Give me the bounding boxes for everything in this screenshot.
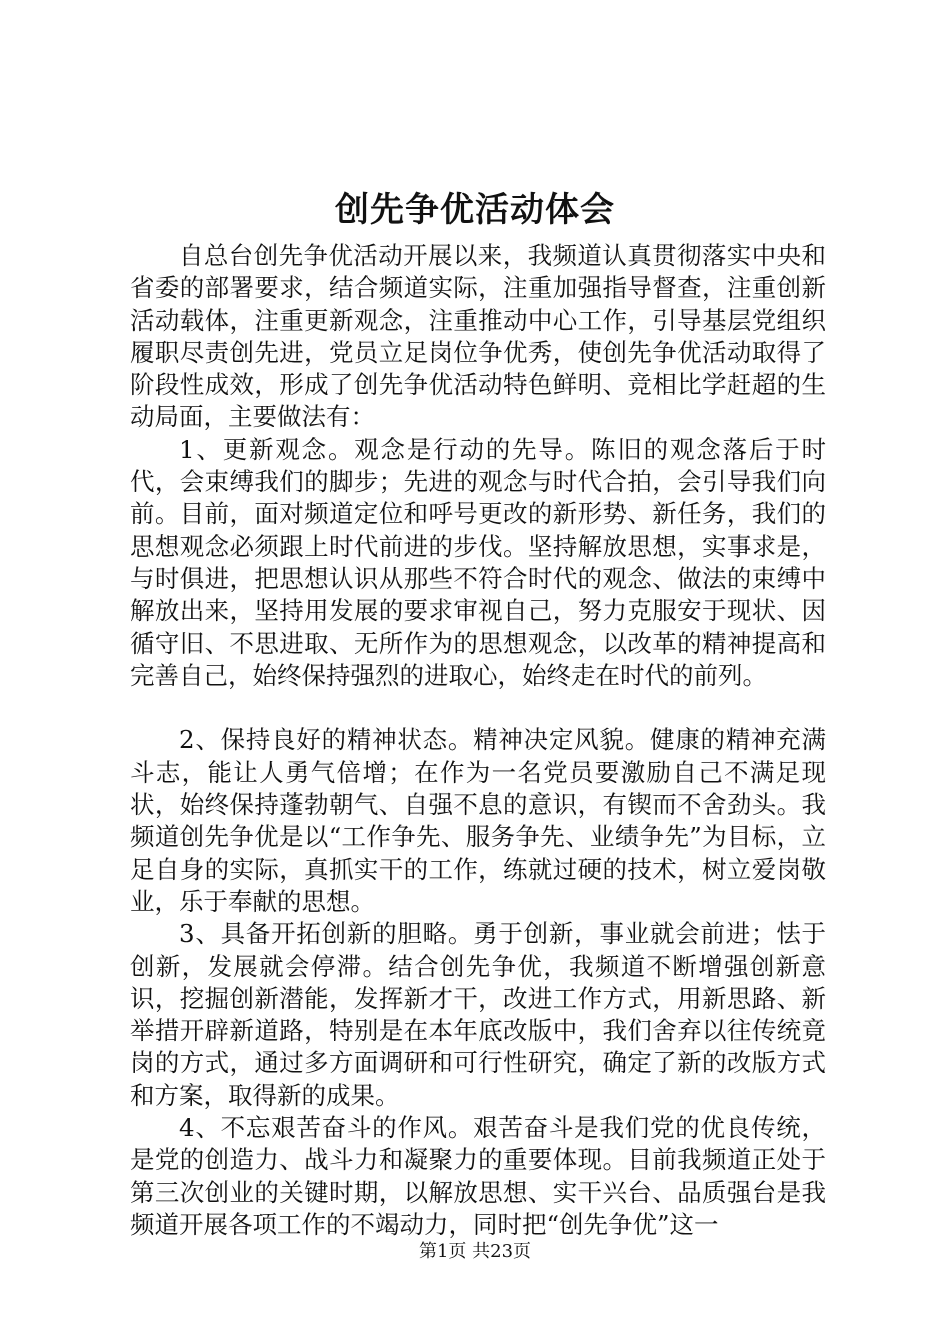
paragraph-point-2: 2、保持良好的精神状态。精神决定风貌。健康的精神充满斗志，能让人勇气倍增；在作为一名党员要激励自己不满足现状，始终保持蓬勃朝气、自强不息的意识，有锲而不舍劲头。我频道创先争优是以“工作争先、服务争先、业绩争先”为目标，立足自身的实际，真抓实干的工作，练就过硬的技术，树立爱岗敬业，乐于奉献的思想。 <box>130 725 826 916</box>
paragraph-point-3: 3、具备开拓创新的胆略。勇于创新，事业就会前进；怯于创新，发展就会停滞。结合创先争优，我频道不断增强创新意识，挖掘创新潜能，发挥新才干，改进工作方式，用新思路、新举措开辟新道路，特别是在本年底改版中，我们舍弃以往传统竟岗的方式，通过多方面调研和可行性研究，确定了新的改版方式和方案，取得新的成果。 <box>130 919 826 1110</box>
page-number-footer: 第1页 共23页 <box>418 1241 532 1262</box>
document-body <box>130 240 826 1241</box>
paragraph-intro: 自总台创先争优活动开展以来，我频道认真贯彻落实中央和省委的部署要求，结合频道实际，注重加强指导督查，注重创新活动载体，注重更新观念，注重推动中心工作，引导基层党组织履职尽责创先进，党员立足岗位争优秀，使创先争优活动取得了阶段性成效，形成了创先争优活动特色鲜明、竞相比学赶超的生动局面，主要做法有： <box>130 241 826 432</box>
document-title: 创先争优活动体会 <box>335 190 615 230</box>
paragraph-point-4: 4、不忘艰苦奋斗的作风。艰苦奋斗是我们党的优良传统，是党的创造力、战斗力和凝聚力的重要体现。目前我频道正处于第三次创业的关键时期，以解放思想、实干兴台、品质强台是我频道开展各项工作的不竭动力，同时把“创先争优”这一 <box>130 1113 826 1239</box>
paragraph-spacer <box>130 692 826 724</box>
paragraph-point-1: 1、更新观念。观念是行动的先导。陈旧的观念落后于时代，会束缚我们的脚步；先进的观念与时代合拍，会引导我们向前。目前，面对频道定位和呼号更改的新形势、新任务，我们的思想观念必须跟上时代前进的步伐。坚持解放思想，实事求是，与时俱进，把思想认识从那些不符合时代的观念、做法的束缚中解放出来，坚持用发展的要求审视自己，努力克服安于现状、因循守旧、不思进取、无所作为的思想观念，以改革的精神提高和完善自己，始终保持强烈的进取心，始终走在时代的前列。 <box>130 434 826 690</box>
